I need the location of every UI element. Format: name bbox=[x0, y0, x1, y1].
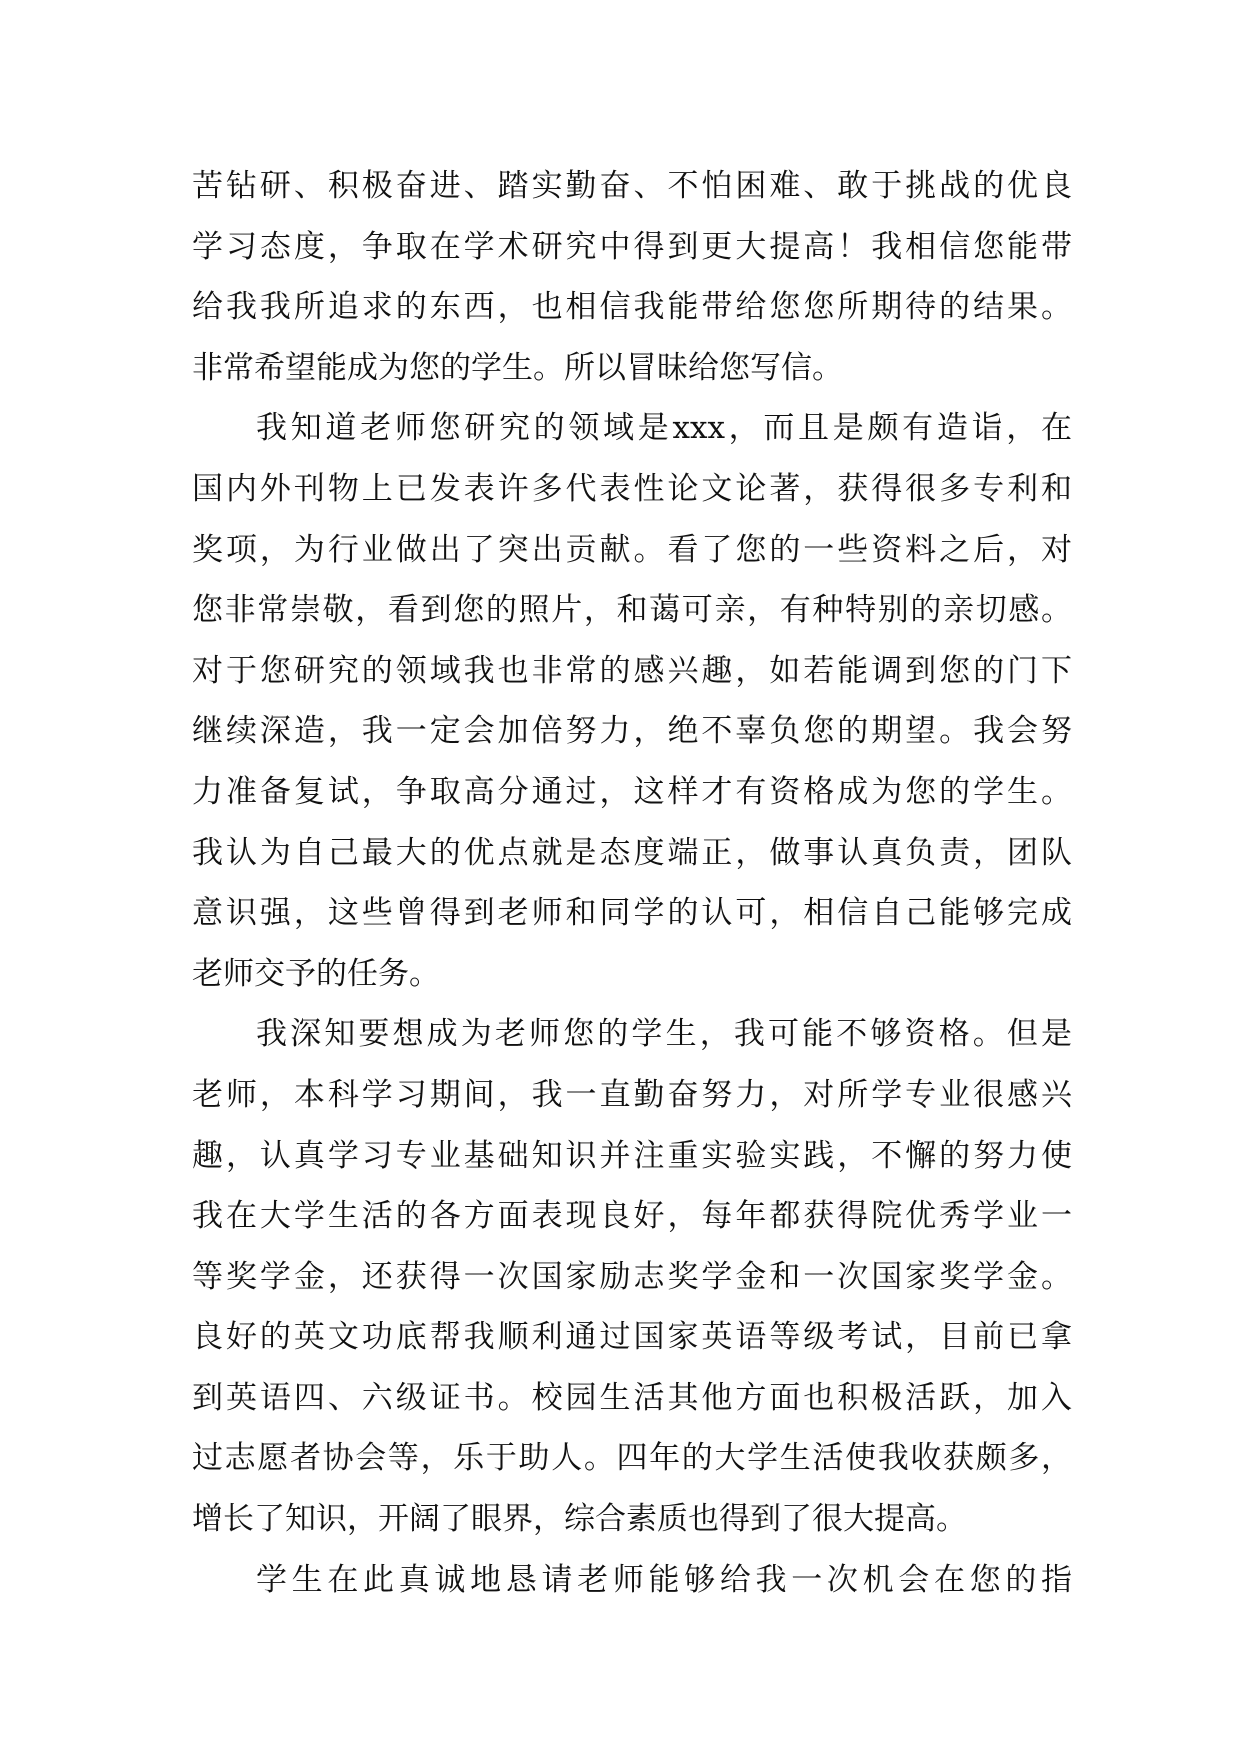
text-line: 非常希望能成为您的学生。所以冒昧给您写信。 bbox=[192, 349, 843, 386]
text-line: 等奖学金，还获得一次国家励志奖学金和一次国家奖学金。 bbox=[192, 1258, 1072, 1295]
text-line: 到英语四、六级证书。校园生活其他方面也积极活跃，加入 bbox=[192, 1379, 1072, 1416]
text-line: 我在大学生活的各方面表现良好，每年都获得院优秀学业一 bbox=[192, 1198, 1072, 1235]
text-line: 学习态度，争取在学术研究中得到更大提高！我相信您能带 bbox=[192, 228, 1072, 265]
text-line: 趣，认真学习专业基础知识并注重实验实践，不懈的努力使 bbox=[192, 1137, 1072, 1174]
text-line: 力准备复试，争取高分通过，这样才有资格成为您的学生。 bbox=[192, 773, 1072, 810]
text-line: 过志愿者协会等，乐于助人。四年的大学生活使我收获颇多， bbox=[192, 1440, 1072, 1477]
text-line: 继续深造，我一定会加倍努力，绝不辜负您的期望。我会努 bbox=[192, 713, 1072, 750]
paragraph-first-line: 我深知要想成为老师您的学生，我可能不够资格。但是 bbox=[256, 1016, 1072, 1053]
text-line: 苦钻研、积极奋进、踏实勤奋、不怕困难、敢于挑战的优良 bbox=[192, 168, 1072, 204]
text-line: 您非常崇敬，看到您的照片，和蔼可亲，有种特别的亲切感。 bbox=[192, 592, 1072, 629]
paragraph-first-line: 学生在此真诚地恳请老师能够给我一次机会在您的指 bbox=[256, 1561, 1072, 1598]
paragraph-first-line: 我知道老师您研究的领域是xxx，而且是颇有造诣，在 bbox=[256, 410, 1072, 447]
text-line: 老师交予的任务。 bbox=[192, 955, 440, 992]
text-line: 奖项，为行业做出了突出贡献。看了您的一些资料之后，对 bbox=[192, 531, 1072, 568]
text-line: 意识强，这些曾得到老师和同学的认可，相信自己能够完成 bbox=[192, 895, 1072, 932]
text-line: 增长了知识，开阔了眼界，综合素质也得到了很大提高。 bbox=[192, 1501, 967, 1538]
text-line: 我认为自己最大的优点就是态度端正，做事认真负责，团队 bbox=[192, 834, 1072, 871]
text-line: 老师，本科学习期间，我一直勤奋努力，对所学专业很感兴 bbox=[192, 1076, 1072, 1113]
text-line: 对于您研究的领域我也非常的感兴趣，如若能调到您的门下 bbox=[192, 652, 1072, 689]
letter-body bbox=[192, 156, 1072, 1610]
text-line: 国内外刊物上已发表许多代表性论文论著，获得很多专利和 bbox=[192, 470, 1072, 507]
text-line: 给我我所追求的东西，也相信我能带给您您所期待的结果。 bbox=[192, 289, 1072, 326]
text-line: 良好的英文功底帮我顺利通过国家英语等级考试，目前已拿 bbox=[192, 1319, 1072, 1356]
